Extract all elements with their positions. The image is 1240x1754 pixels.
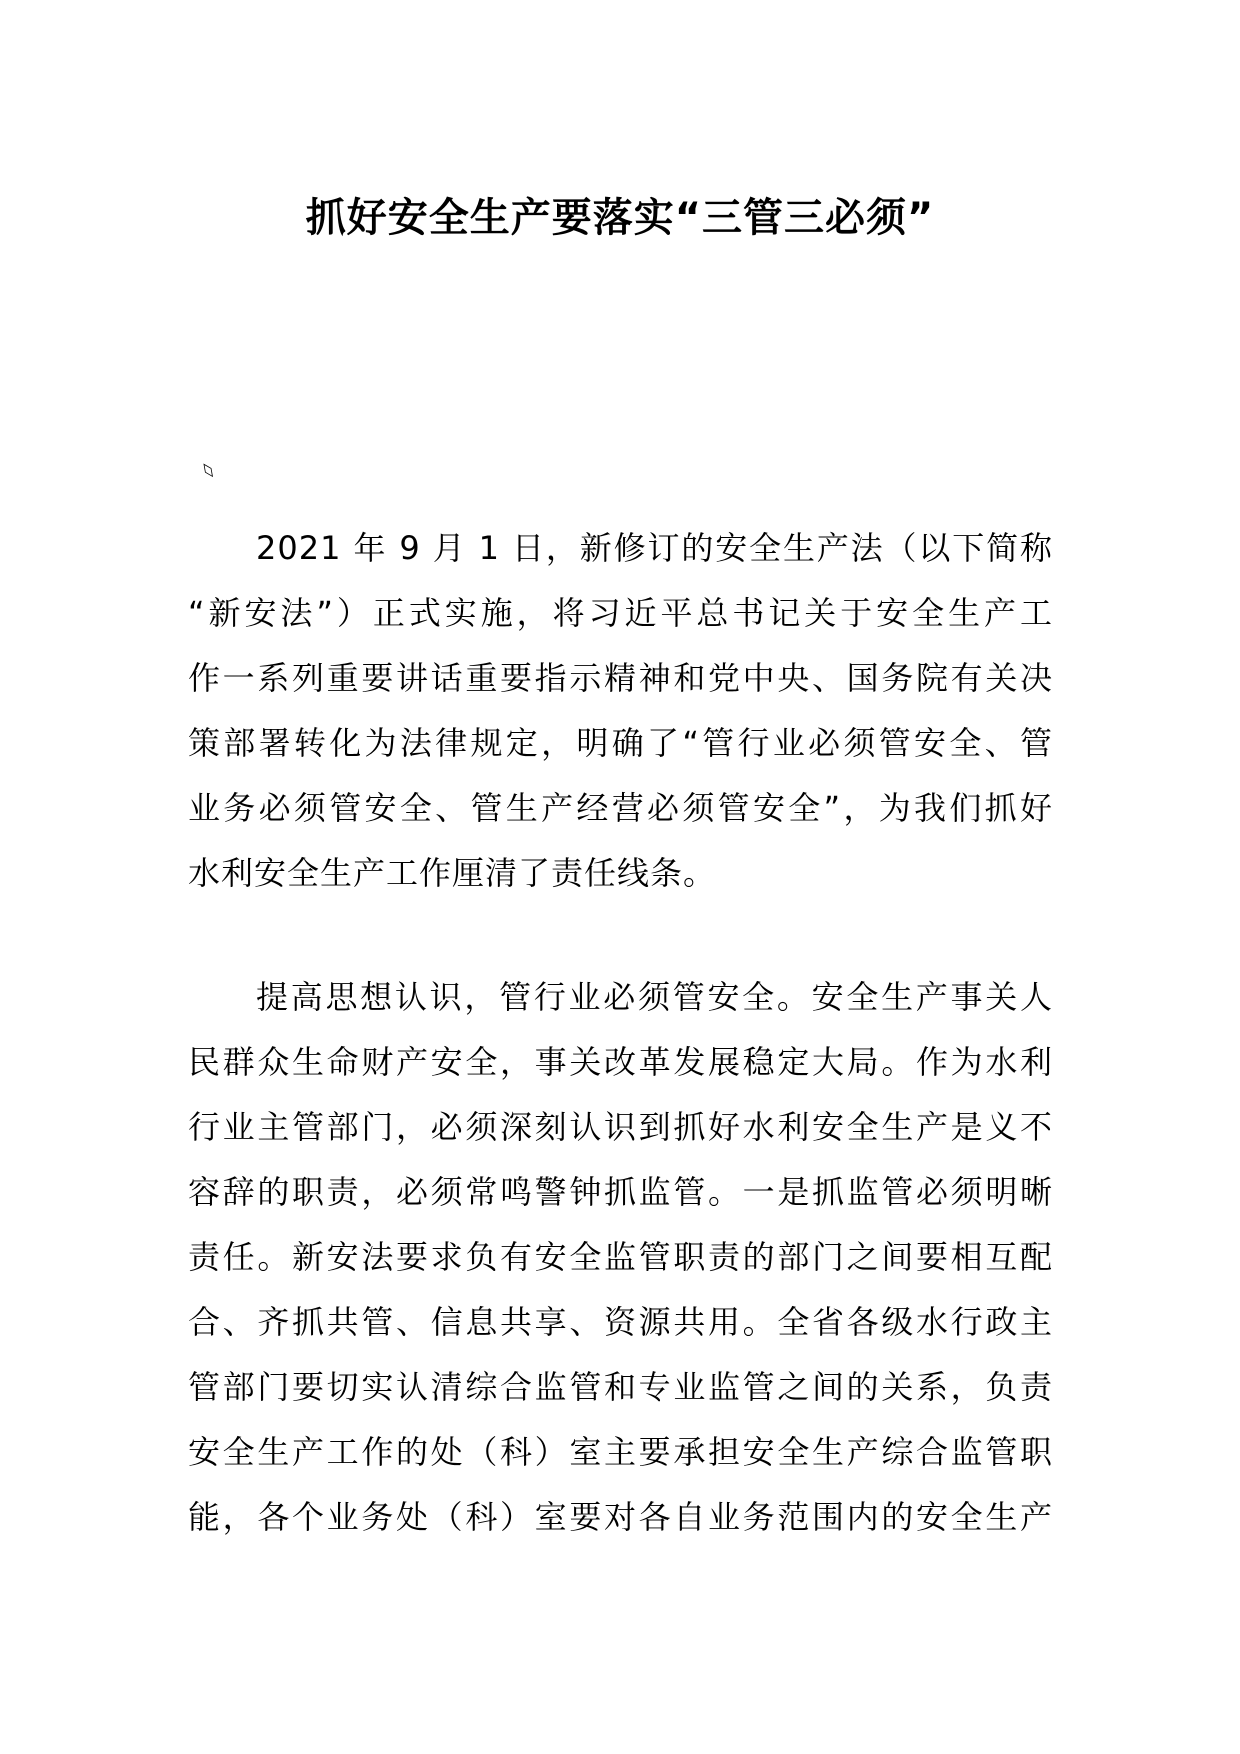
paragraph-marker: ◊ (198, 459, 217, 480)
paragraph-line: 责任。新安法要求负有安全监管职责的部门之间要相互配 (188, 1238, 1053, 1276)
paragraph-line: 能，各个业务处（科）室要对各自业务范围内的安全生产 (188, 1498, 1053, 1536)
paragraph-1 (188, 516, 1053, 906)
paragraph-line: 提高思想认识，管行业必须管安全。安全生产事关人 (256, 978, 1053, 1016)
paragraph-line: 业务必须管安全、管生产经营必须管安全”，为我们抓好 (188, 789, 1053, 827)
paragraph-line: 管部门要切实认清综合监管和专业监管之间的关系，负责 (188, 1368, 1053, 1406)
paragraph-line: 策部署转化为法律规定，明确了“管行业必须管安全、管 (188, 724, 1053, 762)
paragraph-line: “新安法”）正式实施，将习近平总书记关于安全生产工 (188, 594, 1053, 632)
paragraph-line: 民群众生命财产安全，事关改革发展稳定大局。作为水利 (188, 1043, 1053, 1081)
paragraph-line: 水利安全生产工作厘清了责任线条。 (188, 854, 717, 892)
paragraph-line: 作一系列重要讲话重要指示精神和党中央、国务院有关决 (188, 659, 1053, 697)
paragraph-line: 合、齐抓共管、信息共享、资源共用。全省各级水行政主 (188, 1303, 1053, 1341)
paragraph-line: 安全生产工作的处（科）室主要承担安全生产综合监管职 (188, 1433, 1053, 1471)
paragraph-line: 2021 年 9 月 1 日，新修订的安全生产法（以下简称 (256, 529, 1053, 567)
paragraph-line: 行业主管部门，必须深刻认识到抓好水利安全生产是义不 (188, 1108, 1053, 1146)
paragraph-2 (188, 965, 1053, 1550)
document-title: 抓好安全生产要落实“三管三必须” (305, 195, 935, 241)
paragraph-line: 容辞的职责，必须常鸣警钟抓监管。一是抓监管必须明晰 (188, 1173, 1053, 1211)
